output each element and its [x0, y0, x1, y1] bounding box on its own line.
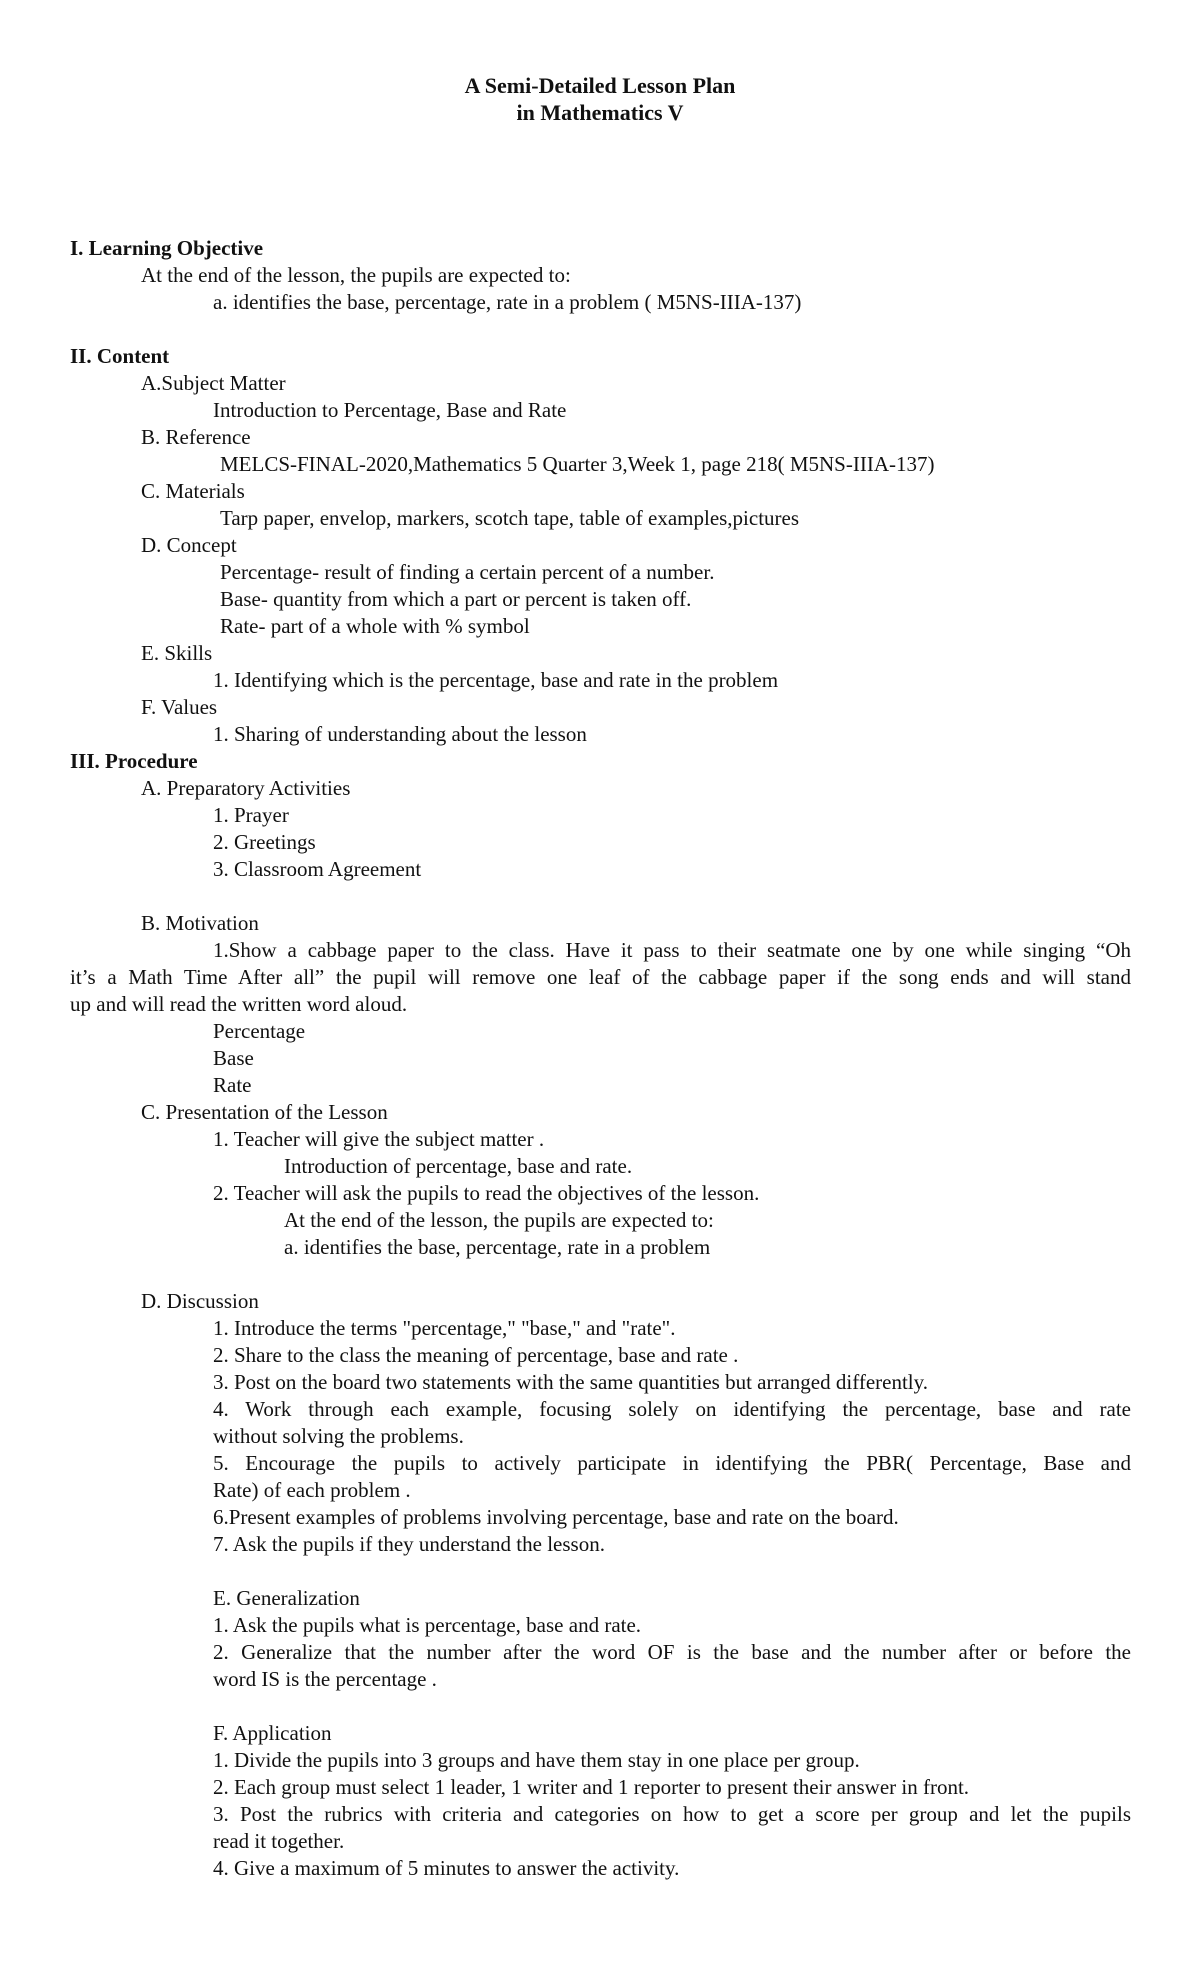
section-heading-content: II. Content — [70, 344, 170, 368]
objective-item-a: a. identifies the base, percentage, rate in a problem ( M5NS-IIIA-137) — [213, 290, 802, 314]
discussion-item-3: 3. Post on the board two statements with the same quantities but arranged differently. — [213, 1370, 929, 1394]
concept-label: D. Concept — [141, 533, 237, 557]
document-title: A Semi-Detailed Lesson Plan — [464, 73, 736, 98]
generalization-item-2-cont: word IS is the percentage . — [213, 1667, 437, 1691]
presentation-item-2a: At the end of the lesson, the pupils are expected to: — [284, 1208, 714, 1232]
presentation-item-1a: Introduction of percentage, base and rate. — [284, 1154, 633, 1178]
section-heading-objective: I. Learning Objective — [70, 236, 264, 260]
motivation-word-2: Base — [213, 1046, 254, 1070]
discussion-item-4-cont: without solving the problems. — [213, 1424, 464, 1448]
generalization-item-1: 1. Ask the pupils what is percentage, base and rate. — [213, 1613, 642, 1637]
reference-text: MELCS-FINAL-2020,Mathematics 5 Quarter 3,Week 1, page 218( M5NS-IIIA-137) — [220, 452, 935, 476]
discussion-item-5: 5. Encourage the pupils to actively participate in identifying the PBR( Percentage, Base and — [213, 1451, 1131, 1475]
subject-matter-label: A.Subject Matter — [141, 371, 286, 395]
preparatory-item-1: 1. Prayer — [213, 803, 289, 827]
discussion-item-4: 4. Work through each example, focusing solely on identifying the percentage, base and rate — [213, 1397, 1131, 1421]
motivation-line-3: up and will read the written word aloud. — [70, 992, 408, 1016]
motivation-word-3: Rate — [213, 1073, 252, 1097]
discussion-label: D. Discussion — [141, 1289, 259, 1313]
preparatory-label: A. Preparatory Activities — [141, 776, 351, 800]
application-item-2: 2. Each group must select 1 leader, 1 writer and 1 reporter to present their answer in front. — [213, 1775, 970, 1799]
motivation-line-1: 1.Show a cabbage paper to the class. Have it pass to their seatmate one by one while singing “Oh — [213, 938, 1131, 962]
discussion-item-6: 6.Present examples of problems involving percentage, base and rate on the board. — [213, 1505, 899, 1529]
values-item-1: 1. Sharing of understanding about the lesson — [213, 722, 587, 746]
discussion-item-2: 2. Share to the class the meaning of percentage, base and rate . — [213, 1343, 739, 1367]
presentation-item-2b: a. identifies the base, percentage, rate in a problem — [284, 1235, 711, 1259]
preparatory-item-2: 2. Greetings — [213, 830, 316, 854]
concept-percentage: Percentage- result of finding a certain percent of a number. — [220, 560, 715, 584]
discussion-item-5-cont: Rate) of each problem . — [213, 1478, 411, 1502]
presentation-label: C. Presentation of the Lesson — [141, 1100, 388, 1124]
section-heading-procedure: III. Procedure — [70, 749, 198, 773]
motivation-label: B. Motivation — [141, 911, 259, 935]
concept-rate: Rate- part of a whole with % symbol — [220, 614, 530, 638]
objective-intro: At the end of the lesson, the pupils are expected to: — [141, 263, 571, 287]
application-item-3: 3. Post the rubrics with criteria and categories on how to get a score per group and let the pupils — [213, 1802, 1131, 1826]
application-label: F. Application — [213, 1721, 332, 1745]
materials-text: Tarp paper, envelop, markers, scotch tape, table of examples,pictures — [220, 506, 800, 530]
skills-item-1: 1. Identifying which is the percentage, base and rate in the problem — [213, 668, 779, 692]
materials-label: C. Materials — [141, 479, 245, 503]
document-subtitle: in Mathematics V — [516, 100, 684, 125]
application-item-3-cont: read it together. — [213, 1829, 345, 1853]
presentation-item-2: 2. Teacher will ask the pupils to read the objectives of the lesson. — [213, 1181, 760, 1205]
concept-base: Base- quantity from which a part or percent is taken off. — [220, 587, 692, 611]
motivation-word-1: Percentage — [213, 1019, 306, 1043]
motivation-line-2: it’s a Math Time After all” the pupil will remove one leaf of the cabbage paper if the song ends and will stand — [70, 965, 1131, 989]
generalization-item-2: 2. Generalize that the number after the word OF is the base and the number after or before the — [213, 1640, 1131, 1664]
discussion-item-1: 1. Introduce the terms "percentage," "base," and "rate". — [213, 1316, 676, 1340]
preparatory-item-3: 3. Classroom Agreement — [213, 857, 422, 881]
skills-label: E. Skills — [141, 641, 213, 665]
reference-label: B. Reference — [141, 425, 251, 449]
discussion-item-7: 7. Ask the pupils if they understand the lesson. — [213, 1532, 605, 1556]
subject-matter-text: Introduction to Percentage, Base and Rate — [213, 398, 567, 422]
application-item-1: 1. Divide the pupils into 3 groups and have them stay in one place per group. — [213, 1748, 860, 1772]
generalization-label: E. Generalization — [213, 1586, 360, 1610]
values-label: F. Values — [141, 695, 218, 719]
application-item-4: 4. Give a maximum of 5 minutes to answer the activity. — [213, 1856, 680, 1880]
presentation-item-1: 1. Teacher will give the subject matter . — [213, 1127, 545, 1151]
